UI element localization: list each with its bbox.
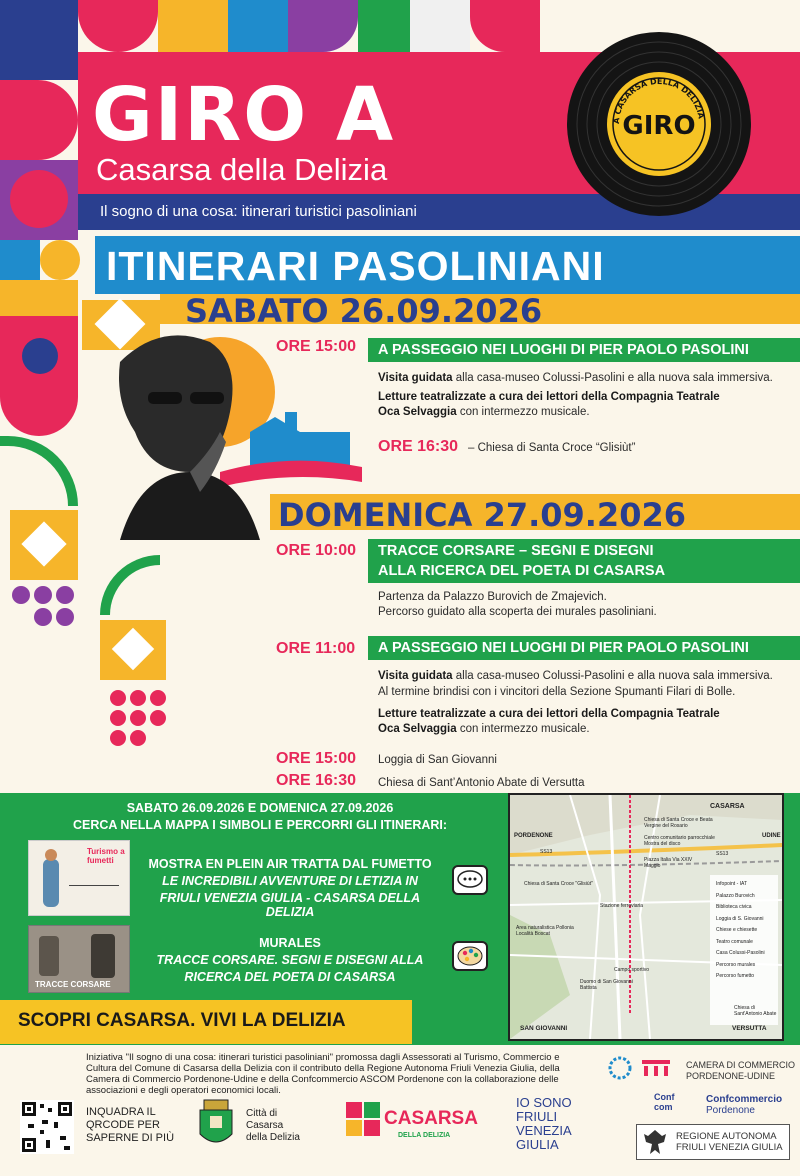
sun-event-2-line3: Letture teatralizzate a cura dei lettori della Compagnia Teatrale	[378, 708, 720, 720]
fvg-line: VENEZIA	[516, 1123, 572, 1138]
regione-eagle-icon	[642, 1128, 668, 1156]
map-heading-instructions: CERCA NELLA MAPPA I SIMBOLI E PERCORRI GLI ITINERARI:	[72, 818, 448, 832]
sat-time-2: ORE 16:30	[378, 438, 459, 455]
slogan-text: SCOPRI CASARSA. VIVI LA DELIZIA	[18, 1010, 346, 1031]
map-label-versutta: VERSUTTA	[732, 1025, 767, 1032]
sun-event-2-title: A PASSEGGIO NEI LUOGHI DI PIER PAOLO PASOLINI	[378, 640, 749, 656]
qr-text-line: SAPERNE DI PIÙ	[86, 1132, 175, 1144]
map-label-santa-croce: Chiesa di Santa Croce "Glisiùt"	[524, 881, 593, 887]
sun-time-3: ORE 15:00	[276, 750, 357, 767]
fumetto-thumbnail	[28, 840, 130, 916]
legend-item: Loggia di S. Giovanni	[716, 915, 764, 922]
sun-time-2: ORE 11:00	[276, 640, 356, 657]
legend-item: Casa Colussi-Pasolini	[716, 950, 765, 956]
map-label-area-nat: Area naturalistica Pollonia Località Boscat	[516, 925, 574, 937]
town-map[interactable]	[508, 793, 784, 1041]
confcom-line: Confcommercio	[706, 1094, 783, 1105]
confcom-line: Pordenone	[706, 1105, 755, 1116]
map-label-road2: SS13	[716, 851, 729, 857]
camera-line: CAMERA DI COMMERCIO	[686, 1060, 796, 1070]
legend-item: Infopoint - IAT	[716, 881, 748, 887]
qr-code[interactable]	[20, 1100, 74, 1154]
map-label-casarsa: CASARSA	[710, 803, 745, 810]
camera-commercio-logo	[608, 1056, 680, 1080]
map-label-san-giovanni: SAN GIOVANNI	[520, 1025, 568, 1032]
record-label-text: A CASARSA DELLA DELIZIA	[611, 76, 706, 125]
item2-line3: RICERCA DEL POETA DI CASARSA	[184, 970, 396, 984]
section-title: ITINERARI PASOLINIANI	[106, 243, 605, 289]
city-subtitle: Casarsa della Delizia	[96, 152, 388, 187]
comune-crest-icon	[196, 1098, 236, 1154]
item2-line2: TRACCE CORSARE. SEGNI E DISEGNI ALLA	[156, 953, 424, 967]
item1-line3: FRIULI VENEZIA GIULIA - CASARSA DELLA DELIZIA	[159, 891, 421, 919]
speech-bubble-icon	[452, 865, 488, 895]
fumetto-thumb-label: Turismo a fumetti	[87, 847, 125, 865]
regione-line: FRIULI VENEZIA GIULIA	[676, 1142, 783, 1153]
map-label-sant-antonio: Chiesa di Sant'Antonio Abate	[734, 1005, 777, 1017]
sun-event-2-line4: Oca Selvaggia con intermezzo musicale.	[378, 723, 590, 735]
sun-event-4-text: Chiesa di Sant’Antonio Abate di Versutta	[378, 777, 585, 789]
tagline: Il sogno di una cosa: itinerari turistici pasoliniani	[100, 203, 417, 220]
map-label-udine: UDINE	[762, 833, 781, 839]
map-legend	[716, 879, 765, 983]
sat-event-2-text: – Chiesa di Santa Croce “Glisiùt”	[468, 442, 636, 454]
confcommercio-short	[654, 1092, 675, 1112]
confcommercio-name	[706, 1094, 782, 1116]
murales-thumb-label: TRACCE CORSARE	[35, 980, 111, 989]
sat-time-1: ORE 15:00	[276, 338, 357, 355]
legend-item: Biblioteca civica	[716, 904, 752, 910]
qr-instructions	[86, 1106, 174, 1145]
item1-title: MOSTRA EN PLEIN AIR TRATTA DAL FUMETTO	[148, 857, 432, 871]
sun-time-1: ORE 10:00	[276, 542, 357, 559]
legend-item: Chiese e chiesette	[716, 927, 758, 933]
casarsa-brand-sub: DELLA DELIZIA	[398, 1132, 451, 1139]
fvg-logo	[516, 1096, 572, 1152]
map-label-road1: SS13	[540, 849, 553, 855]
sun-event-1-line2: Percorso guidato alla scoperta dei murales pasoliniani.	[378, 606, 657, 618]
sat-event-1-title: A PASSEGGIO NEI LUOGHI DI PIER PAOLO PASOLINI	[378, 342, 749, 358]
sun-event-1-title-1: TRACCE CORSARE – SEGNI E DISEGNI	[378, 543, 654, 559]
sun-event-2-line2: Al termine brindisi con i vincitori della Sezione Spumanti Filari di Bolle.	[378, 686, 736, 698]
legend-item: Percorso fumetto	[716, 973, 755, 979]
confcom-short-line: Conf	[654, 1092, 675, 1102]
sun-event-2-line1: Visita guidata alla casa-museo Colussi-Pasolini e alla nuova sala immersiva.	[378, 670, 773, 682]
item2-title: MURALES	[259, 936, 321, 950]
regione-line: REGIONE AUTONOMA	[676, 1131, 777, 1142]
sat-event-1-line3: Oca Selvaggia con intermezzo musicale.	[378, 406, 590, 418]
saturday-title: SABATO 26.09.2026	[185, 292, 543, 330]
comune-line: della Delizia	[246, 1132, 300, 1143]
casarsa-brand-logo	[346, 1102, 380, 1136]
sat-event-1-line2: Letture teatralizzate a cura dei lettori della Compagnia Teatrale	[378, 391, 720, 403]
vinyl-record-logo	[565, 30, 753, 218]
map-label-stazione: Stazione ferroviaria	[600, 903, 644, 909]
legend-item: Percorso murales	[716, 961, 756, 968]
map-label-chiesa-top: Chiesa di Santa Croce e Beata Vergine del Rosario	[644, 817, 713, 829]
map-label-centro: Centro comunitario parrocchiale Mostra del disco	[644, 835, 715, 847]
camera-line: PORDENONE-UDINE	[686, 1071, 776, 1081]
confcom-short-line: com	[654, 1102, 673, 1112]
sun-event-3-text: Loggia di San Giovanni	[378, 754, 497, 766]
legend-item: Teatro comunale	[716, 938, 753, 945]
fvg-line: IO SONO	[516, 1095, 572, 1110]
fvg-line: FRIULI	[516, 1109, 558, 1124]
map-label-pordenone: PORDENONE	[514, 833, 553, 839]
regione-name	[676, 1131, 783, 1153]
palette-icon	[452, 941, 488, 971]
fvg-line: GIULIA	[516, 1137, 559, 1152]
qr-text-line: INQUADRA IL	[86, 1106, 156, 1118]
comune-line: Città di	[246, 1108, 278, 1119]
sun-event-1-line1: Partenza da Palazzo Burovich de Zmajevich.	[378, 591, 607, 603]
map-label-piazza: Piazza Italia Via XXIV Maggio	[644, 857, 693, 869]
sat-event-1-line1: Visita guidata alla casa-museo Colussi-Pasolini e alla nuova sala immersiva.	[378, 372, 773, 384]
footer-credits: Iniziativa "Il sogno di una cosa: itinerari turistici pasoliniani" promossa dagli Assessorati al Turismo, Commercio e Cultura del Comune di Casarsa della Delizia con il contributo della Regione Autonoma Friuli Venezia Giulia, della Camera di Commercio Pordenone-Udine e della Confcommercio ASCOM Pordenone con la collaborazione delle associazioni e degli operatori economici locali.	[86, 1052, 560, 1096]
comune-line: Casarsa	[246, 1120, 284, 1131]
record-center-text: GIRO	[622, 111, 696, 141]
casarsa-brand-name: CASARSA	[384, 1108, 478, 1129]
camera-commercio-name	[686, 1060, 795, 1082]
page-title: GIRO A	[92, 72, 396, 158]
qr-text-line: QRCODE PER	[86, 1119, 160, 1131]
murales-thumbnail	[28, 925, 130, 993]
map-label-duomo: Duomo di San Giovanni Battista	[580, 979, 633, 991]
comune-name	[246, 1108, 300, 1144]
legend-item: Palazzo Burovich	[716, 892, 755, 899]
sun-time-4: ORE 16:30	[276, 772, 357, 789]
sun-event-1-title-2: ALLA RICERCA DEL POETA DI CASARSA	[378, 563, 666, 579]
map-label-campo: Campo sportivo	[614, 967, 650, 973]
map-heading-dates: SABATO 26.09.2026 E DOMENICA 27.09.2026	[126, 801, 394, 815]
sunday-title: DOMENICA 27.09.2026	[278, 496, 686, 534]
item1-line2: LE INCREDIBILI AVVENTURE DI LETIZIA IN	[162, 874, 418, 888]
